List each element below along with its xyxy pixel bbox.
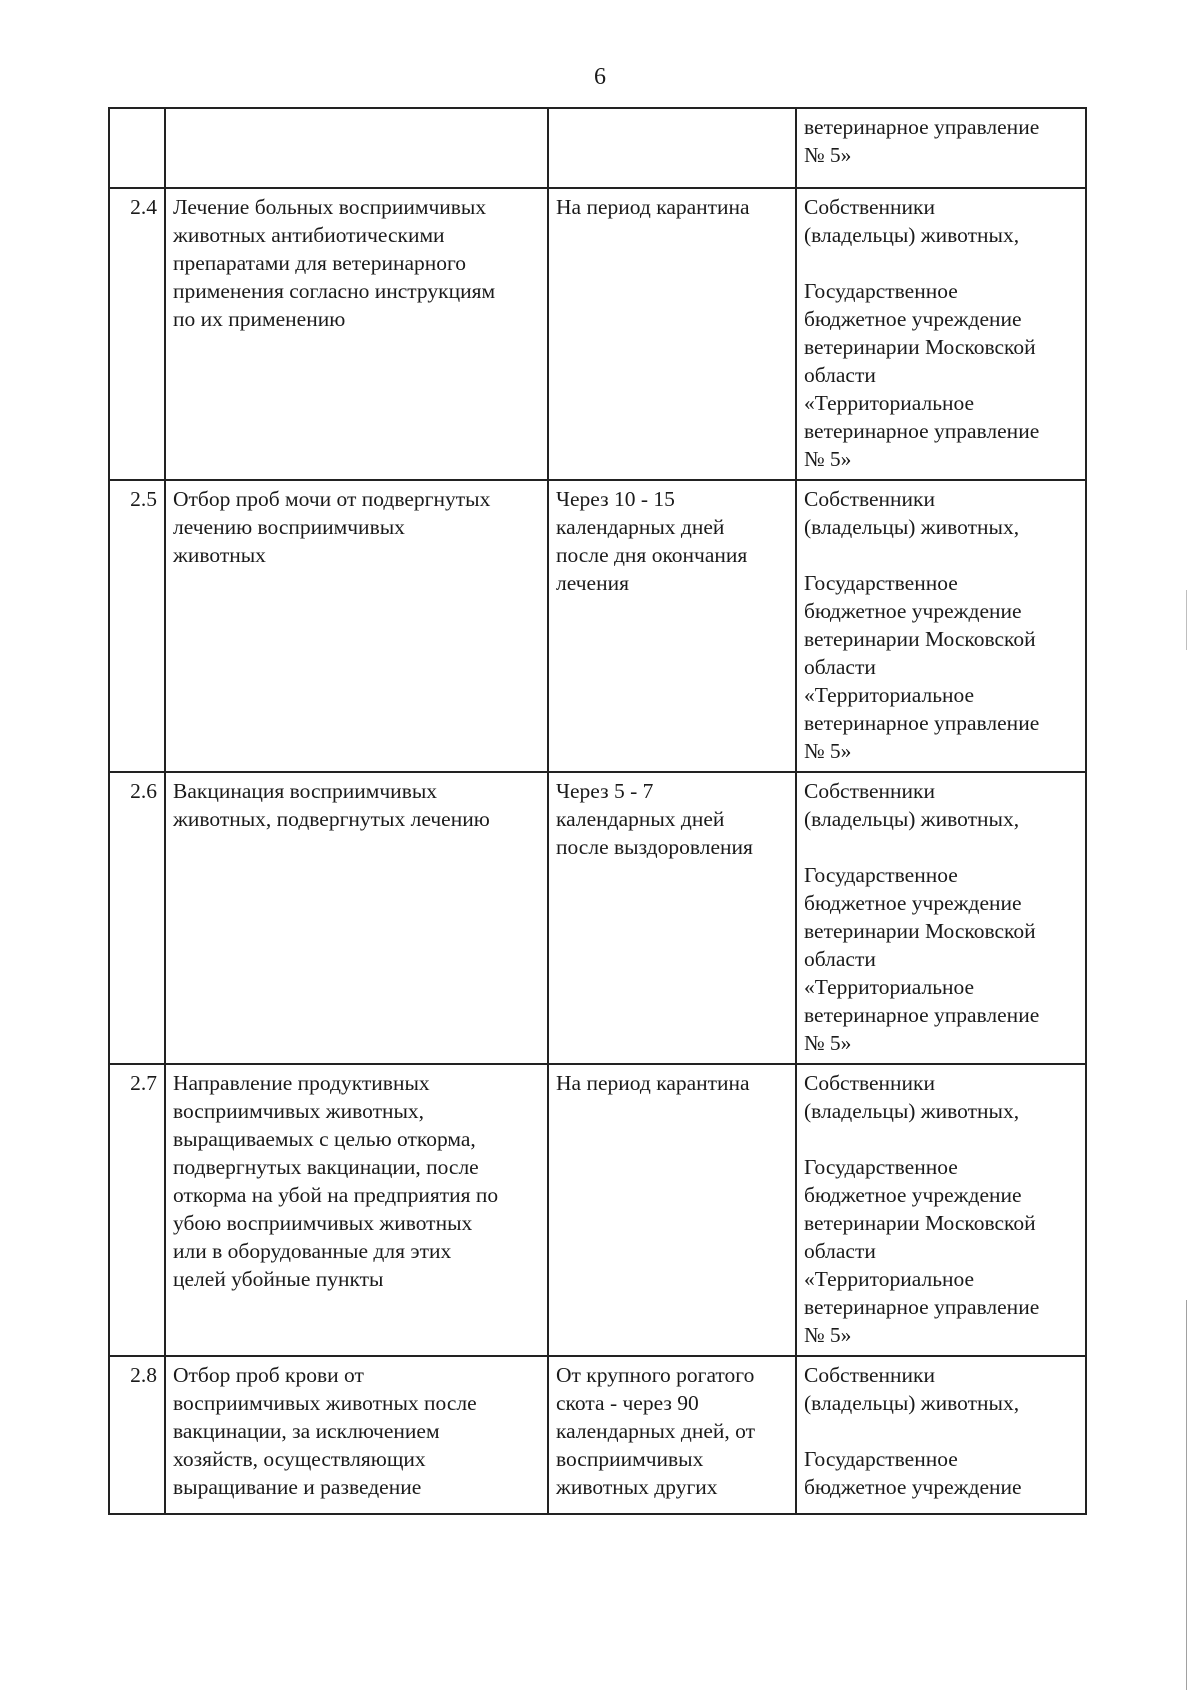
responsible-cell — [796, 772, 1086, 1064]
responsible-cell — [796, 480, 1086, 772]
responsible-line: Собственники — [804, 779, 936, 803]
responsible-line: «Территориальное — [804, 975, 975, 999]
term-line: На период карантина — [556, 1071, 750, 1095]
term-line: От крупного рогатого — [556, 1363, 755, 1387]
action-line: выращиваемых с целью откорма, — [173, 1127, 476, 1151]
responsible-line: (владельцы) животных, — [804, 515, 1020, 539]
term-line: календарных дней, от — [556, 1419, 756, 1443]
action-cell — [165, 1064, 548, 1356]
table-row — [109, 480, 1086, 772]
action-line: вакцинации, за исключением — [173, 1419, 440, 1443]
action-line: хозяйств, осуществляющих — [173, 1447, 426, 1471]
responsible-line: (владельцы) животных, — [804, 1099, 1020, 1123]
action-cell — [165, 1356, 548, 1514]
action-line: Вакцинация восприимчивых — [173, 779, 438, 803]
paragraph-gap — [804, 833, 1078, 861]
action-line: Лечение больных восприимчивых — [173, 195, 487, 219]
action-line: по их применению — [173, 307, 346, 331]
action-line: выращивание и разведение — [173, 1475, 422, 1499]
responsible-line: Государственное — [804, 1155, 958, 1179]
table-row — [109, 108, 1086, 188]
action-line: целей убойные пункты — [173, 1267, 384, 1291]
term-line: восприимчивых — [556, 1447, 704, 1471]
responsible-line: ветеринарное управление — [804, 115, 1040, 139]
action-line: убою восприимчивых животных — [173, 1211, 473, 1235]
responsible-line: бюджетное учреждение — [804, 1183, 1022, 1207]
action-line: откорма на убой на предприятия по — [173, 1183, 499, 1207]
responsible-line: № 5» — [804, 1323, 852, 1347]
responsible-cell — [796, 108, 1086, 188]
action-line: Направление продуктивных — [173, 1071, 430, 1095]
action-line: животных — [173, 543, 266, 567]
responsible-line: области — [804, 947, 876, 971]
responsible-line: Собственники — [804, 1363, 936, 1387]
item-number: 2.8 — [109, 1356, 165, 1514]
action-cell — [165, 772, 548, 1064]
responsible-line: бюджетное учреждение — [804, 599, 1022, 623]
responsible-line: области — [804, 655, 876, 679]
measures-table-body — [109, 108, 1086, 1514]
responsible-line: ветеринарии Московской — [804, 919, 1036, 943]
table-row — [109, 188, 1086, 480]
responsible-line: «Территориальное — [804, 683, 975, 707]
action-line: Отбор проб мочи от подвергнутых — [173, 487, 491, 511]
term-line: после выздоровления — [556, 835, 753, 859]
responsible-cell — [796, 188, 1086, 480]
responsible-line: бюджетное учреждение — [804, 891, 1022, 915]
action-line: Отбор проб крови от — [173, 1363, 364, 1387]
term-line: календарных дней — [556, 515, 725, 539]
responsible-line: Государственное — [804, 571, 958, 595]
table-row — [109, 1356, 1086, 1514]
responsible-line: № 5» — [804, 447, 852, 471]
responsible-line: № 5» — [804, 1031, 852, 1055]
term-cell — [548, 108, 796, 188]
responsible-line: Собственники — [804, 195, 936, 219]
action-line: животных, подвергнутых лечению — [173, 807, 490, 831]
responsible-line: ветеринарное управление — [804, 1295, 1040, 1319]
responsible-cell — [796, 1064, 1086, 1356]
term-line: Через 5 - 7 — [556, 779, 654, 803]
responsible-line: № 5» — [804, 143, 852, 167]
term-line: скота - через 90 — [556, 1391, 699, 1415]
responsible-line: Государственное — [804, 863, 958, 887]
action-line: восприимчивых животных после — [173, 1391, 477, 1415]
term-line: животных других — [556, 1475, 718, 1499]
responsible-line: ветеринарии Московской — [804, 335, 1036, 359]
responsible-line: Собственники — [804, 487, 936, 511]
term-line: Через 10 - 15 — [556, 487, 675, 511]
responsible-line: Собственники — [804, 1071, 936, 1095]
term-line: лечения — [556, 571, 629, 595]
responsible-line: (владельцы) животных, — [804, 1391, 1020, 1415]
action-line: лечению восприимчивых — [173, 515, 405, 539]
item-number: 2.7 — [109, 1064, 165, 1356]
table-row — [109, 1064, 1086, 1356]
paragraph-gap — [804, 1125, 1078, 1153]
paragraph-gap — [804, 1417, 1078, 1445]
responsible-line: Государственное — [804, 279, 958, 303]
term-cell — [548, 772, 796, 1064]
item-number — [109, 108, 165, 188]
item-number: 2.5 — [109, 480, 165, 772]
responsible-line: ветеринарное управление — [804, 711, 1040, 735]
responsible-line: (владельцы) животных, — [804, 807, 1020, 831]
action-line: препаратами для ветеринарного — [173, 251, 467, 275]
term-cell — [548, 480, 796, 772]
responsible-line: (владельцы) животных, — [804, 223, 1020, 247]
responsible-line: ветеринарии Московской — [804, 627, 1036, 651]
responsible-line: бюджетное учреждение — [804, 307, 1022, 331]
action-line: или в оборудованные для этих — [173, 1239, 452, 1263]
responsible-line: «Территориальное — [804, 391, 975, 415]
measures-table — [108, 107, 1087, 1515]
responsible-line: ветеринарии Московской — [804, 1211, 1036, 1235]
item-number: 2.4 — [109, 188, 165, 480]
term-cell — [548, 188, 796, 480]
action-line: животных антибиотическими — [173, 223, 445, 247]
action-cell — [165, 188, 548, 480]
responsible-line: области — [804, 363, 876, 387]
action-cell — [165, 480, 548, 772]
action-line: применения согласно инструкциям — [173, 279, 496, 303]
scan-mark — [1186, 1300, 1187, 1690]
responsible-cell — [796, 1356, 1086, 1514]
item-number: 2.6 — [109, 772, 165, 1064]
term-line: На период карантина — [556, 195, 750, 219]
term-cell — [548, 1064, 796, 1356]
term-line: после дня окончания — [556, 543, 748, 567]
responsible-line: бюджетное учреждение — [804, 1475, 1022, 1499]
term-line: календарных дней — [556, 807, 725, 831]
page-number: 6 — [594, 64, 606, 90]
responsible-line: ветеринарное управление — [804, 419, 1040, 443]
paragraph-gap — [804, 249, 1078, 277]
responsible-line: ветеринарное управление — [804, 1003, 1040, 1027]
responsible-line: № 5» — [804, 739, 852, 763]
table-row — [109, 772, 1086, 1064]
scan-mark — [1186, 590, 1187, 650]
action-cell — [165, 108, 548, 188]
paragraph-gap — [804, 541, 1078, 569]
action-line: восприимчивых животных, — [173, 1099, 425, 1123]
responsible-line: «Территориальное — [804, 1267, 975, 1291]
term-cell — [548, 1356, 796, 1514]
responsible-line: Государственное — [804, 1447, 958, 1471]
responsible-line: области — [804, 1239, 876, 1263]
action-line: подвергнутых вакцинации, после — [173, 1155, 479, 1179]
